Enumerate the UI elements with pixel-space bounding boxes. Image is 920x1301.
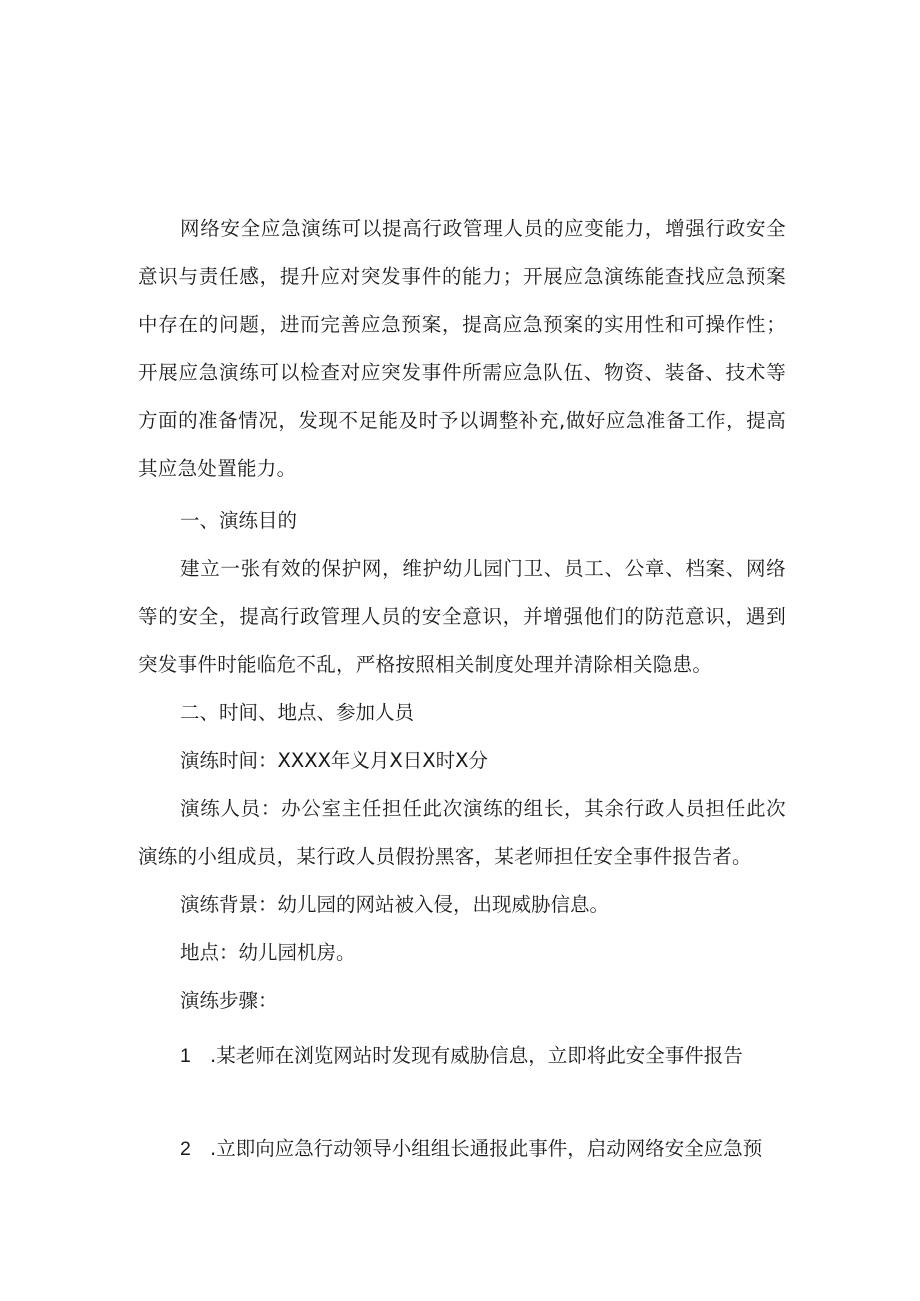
drill-personnel-paragraph: 演练人员：办公室主任担任此次演练的组长，其余行政人员担任此次演练的小组成员，某行政人员假扮黑客，某老师担任安全事件报告者。: [138, 797, 786, 868]
drill-background-line: 演练背景：幼儿园的网站被入侵，出现威胁信息。: [180, 893, 610, 916]
step-item-1: [180, 1032, 743, 1080]
section-heading-time-place-people: 二、时间、地点、参加人员: [180, 701, 415, 724]
step-number: 2: [180, 1138, 191, 1160]
step-text: .某老师在浏览网站时发现有威胁信息，立即将此安全事件报告: [210, 1044, 743, 1067]
drill-time-line: 演练时间：XXXX年义月X日X时X分: [180, 749, 489, 772]
intro-paragraph: 网络安全应急演练可以提高行政管理人员的应变能力，增强行政安全意识与责任感，提升应对突发事件的能力；开展应急演练能查找应急预案中存在的问题，进而完善应急预案，提高应急预案的实用性和可操作性；开展应急演练可以检查对应突发事件所需应急队伍、物资、装备、技术等方面的准备情况，发现不足能及时予以调整补充,做好应急准备工作，提高其应急处置能力。: [138, 217, 786, 480]
drill-steps-label: 演练步骤：: [180, 989, 278, 1012]
drill-location-line: 地点：幼儿园机房。: [180, 941, 356, 964]
step-number: 1: [180, 1045, 191, 1067]
step-item-2: [180, 1125, 762, 1173]
step-text: .立即向应急行动领导小组组长通报此事件，启动网络安全应急预: [210, 1137, 763, 1160]
purpose-paragraph: 建立一张有效的保护网，维护幼儿园门卫、员工、公章、档案、网络等的安全，提高行政管理人员的安全意识，并增强他们的防范意识，遇到突发事件时能临危不乱，严格按照相关制度处理并清除相关隐患。: [138, 557, 786, 676]
section-heading-purpose: 一、演练目的: [180, 509, 298, 532]
